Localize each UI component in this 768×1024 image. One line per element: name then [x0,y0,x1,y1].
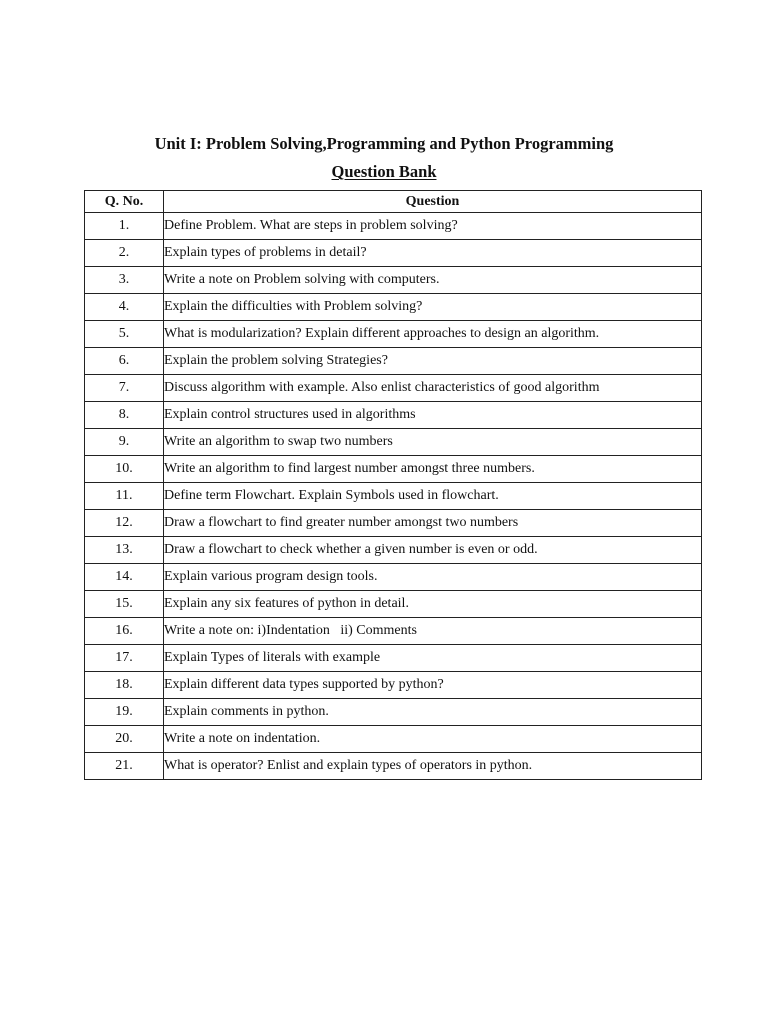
table-row [85,402,702,429]
table-row [85,672,702,699]
question-text: Write an algorithm to swap two numbers [164,429,702,456]
question-number: 10. [85,456,164,483]
question-text: Explain Types of literals with example [164,645,702,672]
table-row [85,564,702,591]
question-number: 11. [85,483,164,510]
question-text: Discuss algorithm with example. Also enlist characteristics of good algorithm [164,375,702,402]
table-row [85,321,702,348]
header-qno: Q. No. [85,191,164,213]
question-text: Explain comments in python. [164,699,702,726]
table-row [85,348,702,375]
subtitle-text: Question Bank [331,162,437,181]
question-number: 7. [85,375,164,402]
table-row [85,429,702,456]
table-row [85,375,702,402]
question-text: Draw a flowchart to check whether a given number is even or odd. [164,537,702,564]
question-number: 19. [85,699,164,726]
question-text: Explain the difficulties with Problem solving? [164,294,702,321]
document-subtitle [0,161,768,183]
table-row [85,267,702,294]
question-number: 12. [85,510,164,537]
question-text: Explain control structures used in algorithms [164,402,702,429]
table-row [85,591,702,618]
question-number: 5. [85,321,164,348]
table-row [85,753,702,780]
question-text: Write an algorithm to find largest number amongst three numbers. [164,456,702,483]
question-text: Write a note on Problem solving with computers. [164,267,702,294]
question-text: What is modularization? Explain different approaches to design an algorithm. [164,321,702,348]
question-number: 9. [85,429,164,456]
header-question: Question [164,191,702,213]
question-number: 3. [85,267,164,294]
question-number: 21. [85,753,164,780]
question-text: Explain various program design tools. [164,564,702,591]
question-text: Explain any six features of python in detail. [164,591,702,618]
question-number: 14. [85,564,164,591]
question-text: Write a note on indentation. [164,726,702,753]
question-number: 6. [85,348,164,375]
question-number: 18. [85,672,164,699]
table-body [85,213,702,780]
question-text: Explain the problem solving Strategies? [164,348,702,375]
question-number: 15. [85,591,164,618]
table-row [85,510,702,537]
question-number: 16. [85,618,164,645]
document-title: Unit I: Problem Solving,Programming and Python Programming [154,134,614,153]
question-number: 8. [85,402,164,429]
question-number: 20. [85,726,164,753]
question-table [84,190,702,780]
table-row [85,294,702,321]
question-text: Explain types of problems in detail? [164,240,702,267]
question-text: Draw a flowchart to find greater number amongst two numbers [164,510,702,537]
question-text: What is operator? Enlist and explain types of operators in python. [164,753,702,780]
table-row [85,483,702,510]
table-row [85,699,702,726]
question-text: Define term Flowchart. Explain Symbols used in flowchart. [164,483,702,510]
question-text: Define Problem. What are steps in problem solving? [164,213,702,240]
table-row [85,213,702,240]
question-number: 2. [85,240,164,267]
table-row [85,645,702,672]
table-header-row [85,191,702,213]
table-row [85,726,702,753]
table-row [85,618,702,645]
question-text: Write a note on: i)Indentation ii) Comments [164,618,702,645]
table-row [85,456,702,483]
question-number: 17. [85,645,164,672]
question-text: Explain different data types supported by python? [164,672,702,699]
table-row [85,537,702,564]
question-number: 4. [85,294,164,321]
question-number: 13. [85,537,164,564]
question-number: 1. [85,213,164,240]
table-row [85,240,702,267]
